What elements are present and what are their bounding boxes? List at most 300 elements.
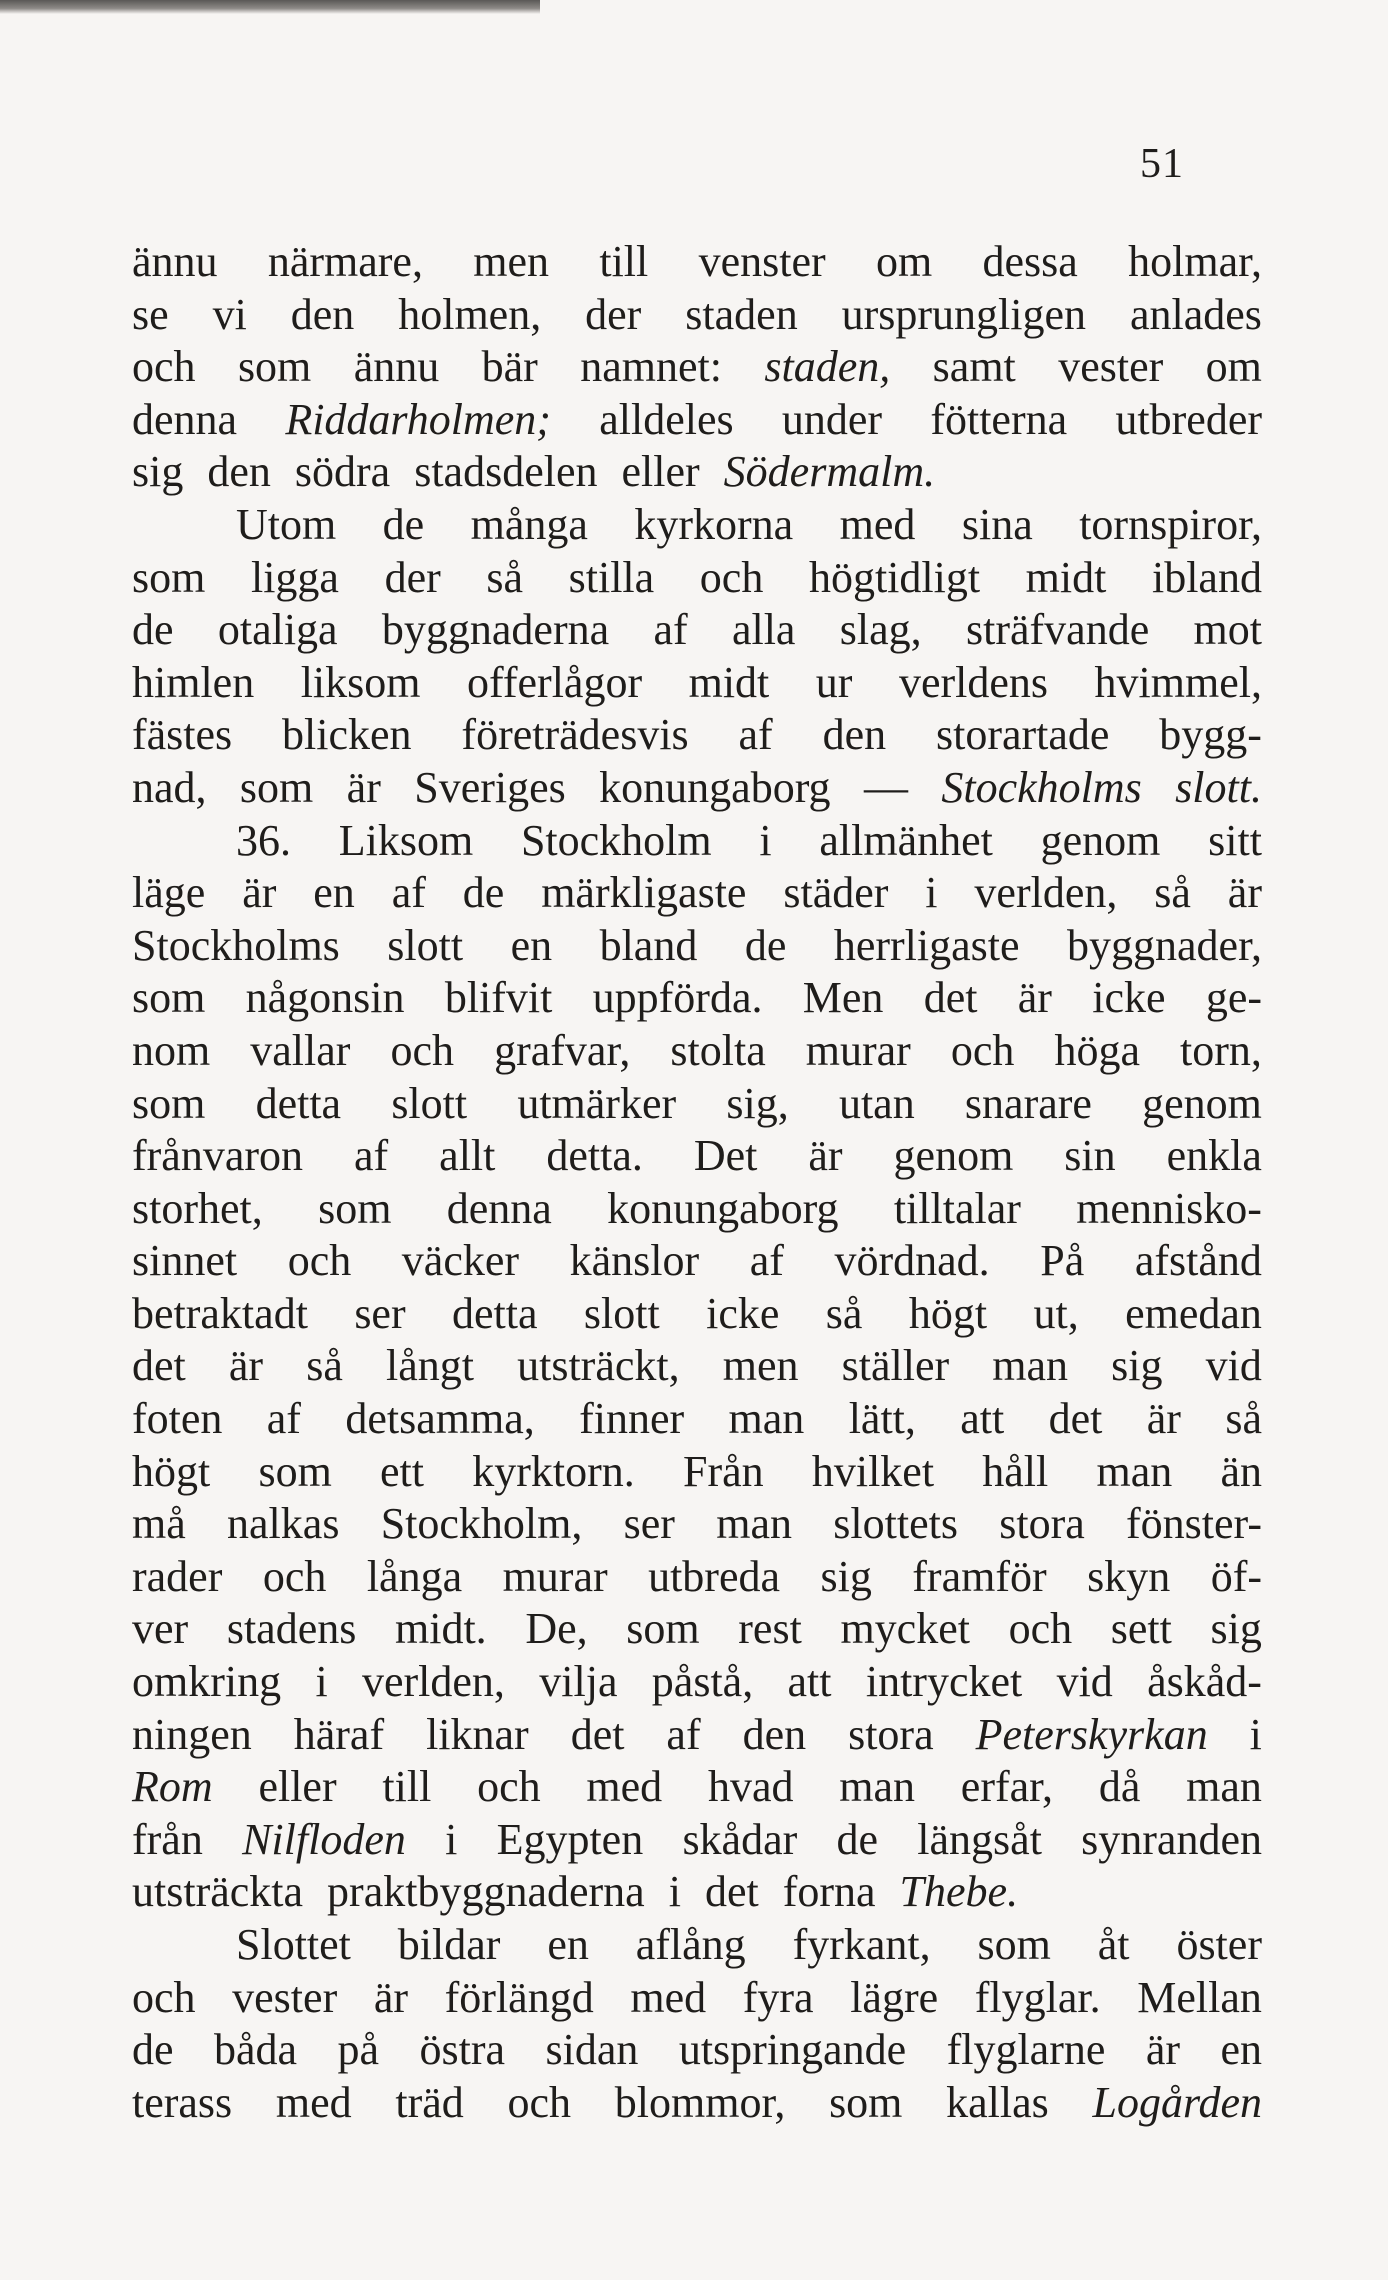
word: mot [1193, 605, 1262, 655]
word: den [742, 1709, 807, 1759]
word: ut, [1033, 1288, 1079, 1338]
word: om [875, 237, 933, 286]
word: vilja [539, 1657, 618, 1707]
word: grafvar, [494, 1025, 631, 1075]
word: med [839, 499, 916, 549]
word: allmänhet [819, 815, 993, 865]
word: och [477, 1762, 541, 1812]
word: sig [132, 447, 184, 497]
word: påstå, [651, 1657, 754, 1707]
word: nalkas [227, 1499, 340, 1549]
word: Mellan [1137, 1972, 1262, 2022]
word: namnet: [580, 342, 722, 392]
word: det [923, 973, 978, 1023]
word: närmare, [267, 237, 423, 286]
word: Rom [132, 1762, 213, 1812]
word: Men [802, 973, 884, 1023]
word: aflång [635, 1920, 746, 1969]
word: med [630, 1972, 707, 2022]
word: högt [908, 1288, 988, 1338]
word: i [668, 1867, 681, 1917]
word: slott. [1175, 762, 1262, 812]
word: ursprungligen [841, 289, 1087, 339]
word: är [1017, 973, 1052, 1023]
text-line [132, 762, 1262, 815]
word: Från [682, 1446, 764, 1496]
word: läge [132, 868, 206, 918]
text-line [132, 1025, 1262, 1078]
word: fötterna [930, 394, 1068, 444]
word: utan [838, 1078, 915, 1128]
word: midt [688, 657, 770, 707]
word: af [391, 868, 426, 918]
word: utsträckt, [517, 1341, 680, 1391]
word: afstånd [1134, 1236, 1262, 1286]
word: stora [999, 1499, 1085, 1549]
word: de [382, 499, 425, 549]
word: eller [621, 447, 700, 497]
text-line [132, 1656, 1262, 1709]
word: ningen [132, 1709, 252, 1759]
word: längsåt [917, 1814, 1042, 1864]
word: Sveriges [414, 762, 566, 812]
word: stadsdelen [414, 447, 598, 497]
word: staden [685, 289, 798, 339]
word: af [354, 1131, 389, 1181]
word: ur [815, 657, 853, 707]
text-line [132, 341, 1262, 394]
word: är [1146, 1394, 1181, 1444]
word: snarare [964, 1078, 1092, 1128]
text-line [132, 1866, 1262, 1919]
word: under [781, 394, 883, 444]
word: att [787, 1657, 832, 1707]
word: är [228, 1341, 264, 1391]
word: Riddarholmen; [285, 394, 551, 444]
word: och [287, 1236, 352, 1286]
word: murar [502, 1551, 608, 1601]
word: byggnaderna [381, 605, 610, 655]
word: staden, [764, 342, 891, 392]
word: mennisko- [1076, 1183, 1262, 1233]
word: liksom [300, 657, 421, 707]
word: de [744, 920, 787, 970]
word: sträfvande [965, 605, 1150, 655]
word: praktbyggnaderna [327, 1867, 645, 1917]
word: till [599, 237, 649, 286]
word: då [1098, 1762, 1141, 1812]
word: i [315, 1657, 328, 1707]
word: och [507, 2077, 572, 2127]
word: torn, [1180, 1025, 1262, 1075]
word: som [132, 973, 206, 1023]
word: ännu [353, 342, 440, 392]
word: betraktadt [132, 1288, 308, 1338]
word: som [626, 1604, 700, 1654]
word: flyglar. [974, 1972, 1101, 2022]
word: känslor [569, 1236, 700, 1286]
word: framför [912, 1551, 1047, 1601]
word: blommor, [614, 2077, 786, 2127]
word: detta. [546, 1131, 643, 1181]
word: fyrkant, [792, 1920, 931, 1969]
word: sidan [545, 2025, 639, 2075]
word: skådar [682, 1814, 798, 1864]
word: foten [132, 1394, 223, 1444]
word: vid [1205, 1341, 1262, 1391]
word: en [547, 1920, 589, 1969]
word: detsamma, [345, 1394, 535, 1444]
word: samt [932, 342, 1016, 392]
word: den [290, 289, 355, 339]
word: nom [132, 1025, 211, 1075]
word: mycket [840, 1604, 970, 1654]
word: med [586, 1762, 663, 1812]
word: i [1249, 1709, 1262, 1759]
word: Nilfloden [242, 1814, 406, 1864]
text-line [132, 867, 1262, 920]
word: är [1227, 868, 1262, 918]
word: fönster- [1126, 1499, 1262, 1549]
word: slott [387, 920, 464, 970]
word: och [262, 1551, 327, 1601]
word: i [759, 815, 772, 865]
text-line [132, 2024, 1262, 2077]
word: så [486, 552, 524, 602]
word: bär [481, 342, 538, 392]
text-line [132, 446, 1262, 499]
word: långt [385, 1341, 474, 1391]
word: ser [623, 1499, 675, 1549]
word: kyrkorna [634, 499, 794, 549]
text-line [132, 604, 1262, 657]
word: träd [395, 2077, 464, 2127]
word: der [585, 289, 642, 339]
word: åskåd- [1147, 1657, 1262, 1707]
word: verlden, [362, 1657, 505, 1707]
word: de [836, 1814, 879, 1864]
word: skyn [1087, 1551, 1171, 1601]
word: häraf [293, 1709, 385, 1759]
word: holmar, [1128, 237, 1262, 286]
word: alla [731, 605, 796, 655]
word: På [1040, 1236, 1085, 1286]
word: må [132, 1499, 186, 1549]
text-line [132, 1551, 1262, 1604]
word: södra [294, 447, 391, 497]
word: verlden, [974, 868, 1118, 918]
word: af [266, 1394, 301, 1444]
word: långa [366, 1551, 463, 1601]
word: det [704, 1867, 759, 1917]
text-line [132, 236, 1262, 289]
word: hvimmel, [1094, 657, 1262, 707]
word: enkla [1166, 1131, 1262, 1181]
word: ännu [132, 237, 218, 286]
word: de [132, 2025, 174, 2075]
word: är [1145, 2025, 1181, 2075]
word: håll [982, 1446, 1049, 1496]
word: den [207, 447, 271, 497]
text-line [132, 815, 1262, 868]
text-line [132, 499, 1262, 552]
word: är [808, 1131, 843, 1181]
word: Liksom [338, 815, 474, 865]
word: men [722, 1341, 799, 1391]
word: är [242, 868, 277, 918]
word: De, [525, 1604, 588, 1654]
word: utsträckta [132, 1867, 304, 1917]
word: utbreda [648, 1551, 781, 1601]
text-line [132, 657, 1262, 710]
word: slag, [839, 605, 922, 655]
word: som [258, 1446, 332, 1496]
word: det [132, 1341, 186, 1391]
word: storartade [935, 710, 1110, 760]
word: storhet, [132, 1183, 263, 1233]
word: och [1008, 1604, 1073, 1654]
word: hvad [707, 1762, 794, 1812]
word: kyrktorn. [472, 1446, 635, 1496]
word: 36. [236, 815, 291, 865]
word: fyra [742, 1972, 814, 2022]
text-line [132, 1498, 1262, 1551]
word: icke [706, 1288, 780, 1338]
word: många [470, 499, 588, 549]
word: Thebe. [899, 1867, 1019, 1917]
word: så [825, 1288, 863, 1338]
word: icke [1092, 973, 1166, 1023]
word: man [1096, 1446, 1173, 1496]
word: som [239, 762, 314, 812]
word: anlades [1129, 289, 1262, 339]
word: af [749, 1236, 784, 1286]
text-line [132, 1919, 1262, 1972]
word: man [1186, 1762, 1262, 1812]
word: det [570, 1709, 625, 1759]
word: ge- [1205, 973, 1262, 1023]
word: bland [599, 920, 698, 970]
word: murar [805, 1025, 911, 1075]
word: så [1154, 868, 1191, 918]
word: öster [1176, 1920, 1262, 1969]
word: nad, [132, 762, 207, 812]
word: se [132, 289, 169, 339]
text-line [132, 1603, 1262, 1656]
word: sitt [1208, 815, 1262, 865]
word: väcker [401, 1236, 520, 1286]
word: Det [693, 1131, 758, 1181]
word: — [863, 762, 908, 812]
word: blicken [282, 710, 412, 760]
word: högtidligt [808, 552, 981, 602]
word: och [699, 552, 764, 602]
word: detta [452, 1288, 538, 1338]
word: Slottet [236, 1920, 351, 1969]
word: rest [738, 1604, 802, 1654]
word: högt [132, 1446, 211, 1496]
text-line [132, 920, 1262, 973]
word: förlängd [444, 1972, 594, 2022]
word: som [829, 2077, 903, 2127]
word: ver [132, 1604, 189, 1654]
page-number: 51 [1140, 141, 1184, 187]
word: märkligaste [541, 868, 747, 918]
word: Utom [236, 499, 337, 549]
text-line [132, 1130, 1262, 1183]
word: Södermalm. [723, 447, 936, 497]
word: genom [893, 1131, 1014, 1181]
text-line [132, 2077, 1262, 2130]
word: företrädesvis [461, 710, 689, 760]
body-text [132, 236, 1262, 2129]
word: städer [783, 868, 889, 918]
text-line [132, 289, 1262, 342]
word: sinnet [132, 1236, 238, 1286]
word: genom [1142, 1078, 1262, 1128]
word: stadens [226, 1604, 357, 1654]
word: så [1225, 1394, 1262, 1444]
word: blifvit [444, 973, 553, 1023]
word: terass [132, 2077, 233, 2127]
word: bildar [397, 1920, 501, 1969]
word: holmen, [398, 289, 542, 339]
word: än [1220, 1446, 1262, 1496]
word: flyglarne [946, 2025, 1106, 2075]
word: Egypten [496, 1814, 644, 1864]
word: alldeles [599, 394, 734, 444]
word: sina [961, 499, 1033, 549]
word: och [132, 342, 196, 392]
word: kallas [946, 2077, 1049, 2127]
word: synranden [1081, 1814, 1262, 1864]
word: slott [391, 1078, 468, 1128]
word: och [390, 1025, 455, 1075]
word: höga [1054, 1025, 1140, 1075]
text-line [132, 1340, 1262, 1393]
word: fästes [132, 710, 233, 760]
word: allt [439, 1131, 496, 1181]
word: utspringande [678, 2025, 907, 2075]
word: tilltalar [893, 1183, 1021, 1233]
word: midt. [395, 1604, 487, 1654]
word: och [132, 1972, 196, 2022]
text-line [132, 552, 1262, 605]
word: lätt, [848, 1394, 916, 1444]
word: Logården [1092, 2077, 1262, 2127]
word: i [445, 1814, 458, 1864]
word: till [382, 1762, 432, 1812]
text-line [132, 1393, 1262, 1446]
word: omkring [132, 1657, 282, 1707]
word: om [1205, 342, 1262, 392]
word: herrligaste [833, 920, 1020, 970]
word: sig [1111, 1341, 1163, 1391]
word: stolta [670, 1025, 766, 1075]
word: Stockholm, [380, 1499, 583, 1549]
word: genom [1040, 815, 1161, 865]
word: ser [354, 1288, 406, 1338]
word: på [337, 2025, 380, 2075]
word: slott [583, 1288, 660, 1338]
word: utbreder [1115, 394, 1262, 444]
word: som [132, 552, 206, 602]
word: sig [820, 1551, 872, 1601]
word: som [977, 1920, 1051, 1969]
word: de [462, 868, 505, 918]
word: af [653, 605, 688, 655]
word: som [318, 1183, 392, 1233]
word: midt [1025, 552, 1107, 602]
text-line [132, 394, 1262, 447]
word: frånvaron [132, 1131, 304, 1181]
word: ibland [1151, 552, 1262, 602]
word: åt [1097, 1920, 1130, 1969]
word: en [510, 920, 553, 970]
word: byggnader, [1067, 920, 1262, 970]
word: liknar [426, 1709, 529, 1759]
word: emedan [1125, 1288, 1262, 1338]
word: himlen [132, 657, 255, 707]
word: otaliga [217, 605, 338, 655]
word: med [275, 2077, 352, 2127]
word: slottets [833, 1499, 958, 1549]
word: vallar [250, 1025, 351, 1075]
word: sig [1210, 1604, 1262, 1654]
text-line [132, 972, 1262, 1025]
word: sin [1064, 1131, 1116, 1181]
word: stilla [568, 552, 655, 602]
top-edge-rule [0, 0, 540, 14]
word: en [313, 868, 355, 918]
text-line [132, 1446, 1262, 1499]
word: erfar, [960, 1762, 1054, 1812]
word: båda [213, 2025, 298, 2075]
text-line [132, 1235, 1262, 1288]
word: af [738, 710, 773, 760]
word: af [666, 1709, 701, 1759]
text-line [132, 1972, 1262, 2025]
word: någonsin [245, 973, 405, 1023]
word: bygg- [1159, 710, 1262, 760]
word: tornspiror, [1079, 499, 1262, 549]
word: Stockholms [941, 762, 1142, 812]
word: ställer [841, 1341, 950, 1391]
text-line [132, 709, 1262, 762]
word: konungaborg [607, 1183, 839, 1233]
word: att [960, 1394, 1005, 1444]
word: man [716, 1499, 792, 1549]
text-line [132, 1709, 1262, 1762]
word: från [132, 1814, 203, 1864]
word: ligga [250, 552, 339, 602]
word: verldens [898, 657, 1049, 707]
text-line [132, 1814, 1262, 1867]
word: denna [446, 1183, 552, 1233]
word: forna [782, 1867, 876, 1917]
word: konungaborg [599, 762, 831, 812]
word: den [822, 710, 887, 760]
word: hvilket [811, 1446, 935, 1496]
word: så [306, 1341, 343, 1391]
word: intrycket [865, 1657, 1023, 1707]
word: som [237, 342, 312, 392]
word: uppförda. [592, 973, 763, 1023]
word: man [992, 1341, 1069, 1391]
word: offerlågor [467, 657, 643, 707]
word: Stockholm [520, 815, 712, 865]
word: der [384, 552, 441, 602]
